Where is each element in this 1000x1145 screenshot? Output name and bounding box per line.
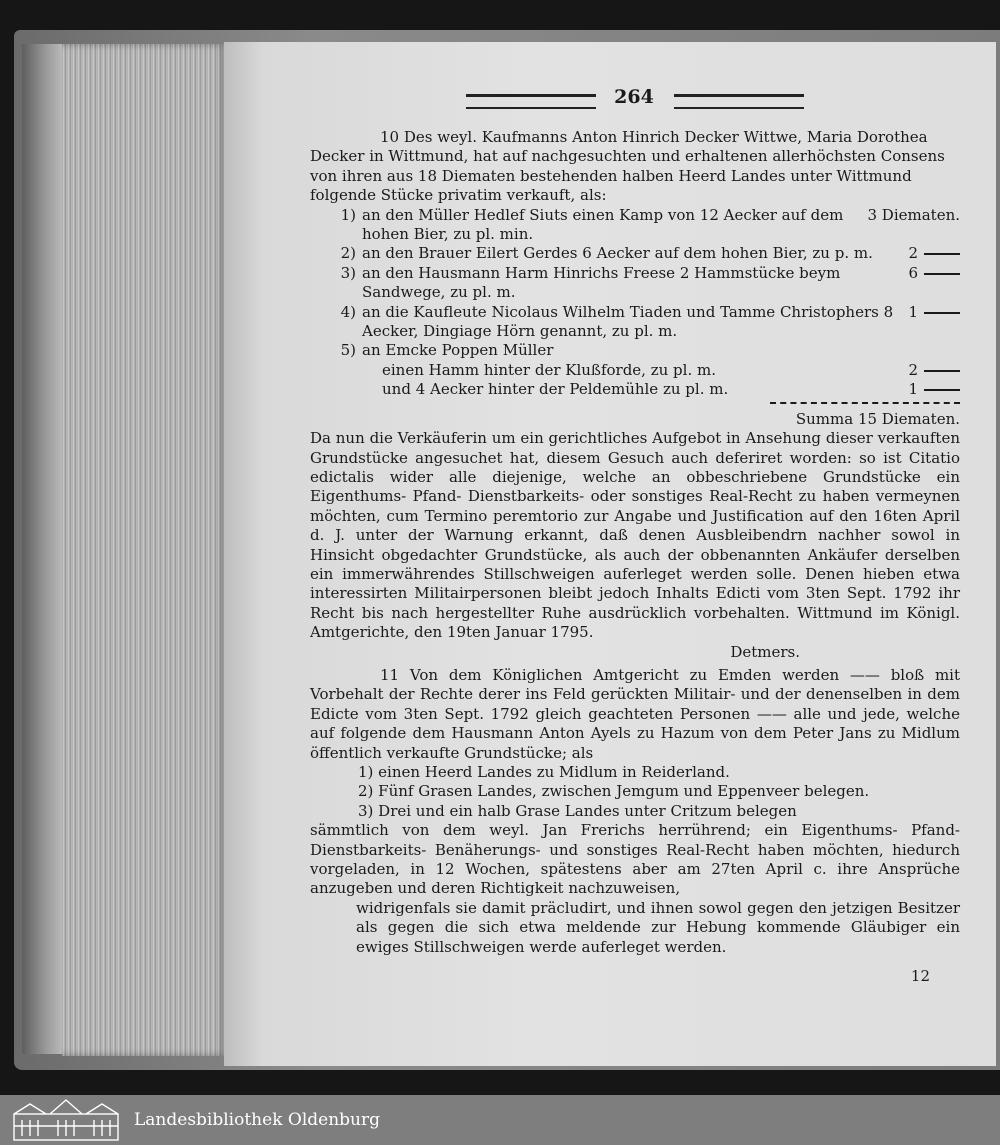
numbered-line: 2) Fünf Grasen Landes, zwischen Jemgum und Eppenveer belegen. <box>358 782 870 801</box>
paragraph-11: 11 Von dem Königlichen Amtgericht zu Emden werden —— bloß mit Vorbehalt der Rechte derer ins Feld gerückten Militair- und der denenselben in dem Edicte vom 3ten Sept. 1792 gleich geachteten Personen —— alle und jede, welche auf folgende dem Hausmann Anton Ayels zu Hazum von dem Peter Jans zu Midlum öffentlich verkaufte Grundstücke; als <box>310 665 960 762</box>
item-text: an die Kaufleute Nicolaus Wilhelm Tiaden und Tamme Christophers 8 Aecker, Dingiage Hörn genannt, zu pl. m. <box>362 302 894 341</box>
subitem-text: einen Hamm hinter der Klußforde, zu pl. m. <box>382 360 716 379</box>
item-amount: 6 <box>908 263 918 282</box>
page-block-edge <box>62 44 228 1056</box>
paragraph-citation: Da nun die Verkäuferin um ein gerichtliches Aufgebot in Ansehung dieser verkauften Grundstücke angesuchet hat, diesem Gesuch auch deferiret worden: so ist Citatio edictalis wider alle diejenige, welche an obbeschriebene Grundstücke ein Eigenthums- Pfand- Dienstbarkeits- oder sonstiges Real-Recht zu haben vermeynen möchten, cum Termino peremtorio zur Angabe und Justification auf den 16ten April d. J. unter der Warnung erkannt, daß denen Ausbleibendrn nachher sowol in Hinsicht obgedachter Grundstücke, als auch der obbenannten Ankäufer derselben ein immerwährendes Stillschweigen auferleget werden solle. Denen hieben etwa interessirten Militairpersonen bleibt jedoch Inhalts Edicti vom 3ten Sept. 1792 ihr Recht bis nach hergestellter Ruhe ausdrücklich vorbehalten. Wittmund im Königl. Amtgerichte, den 19ten Januar 1795. <box>310 429 960 642</box>
paragraph-indented: widrigenfals sie damit präcludirt, und ihnen sowol gegen den jetzigen Besitzer als gegen die sich etwa meldende zur Hebung kommende Gläubiger ein ewiges Stillschweigen werde auferleget werden. <box>356 898 960 956</box>
book-board-edge <box>22 44 62 1054</box>
item-amount: 2 <box>908 244 918 263</box>
catchword: 12 <box>910 967 930 986</box>
item-amount: 1 <box>908 302 918 321</box>
page-number: 264 <box>614 86 654 108</box>
list-subitem <box>310 380 960 399</box>
paragraph-10: 10 Des weyl. Kaufmanns Anton Hinrich Decker Wittwe, Maria Dorothea Decker in Wittmund, hat auf nachgesuchten und erhaltenen allerhöchsten Consens von ihren aus 18 Diematen bestehenden halben Heerd Landes unter Wittmund folgende Stücke privatim verkauft, als: <box>310 128 945 205</box>
item-text: an den Brauer Eilert Gerdes 6 Aecker auf dem hohen Bier, zu p. m. <box>362 244 873 263</box>
list-item <box>310 264 960 303</box>
sum-line: Summa 15 Diematen. <box>795 409 960 428</box>
list-item <box>310 303 960 342</box>
header-rule-left <box>466 94 596 109</box>
ditto-dash <box>924 273 960 275</box>
item-text: an den Müller Hedlef Siuts einen Kamp von 12 Aecker auf dem hohen Bier, zu pl. min. <box>362 205 844 244</box>
item-amount: 3 Diematen. <box>867 205 960 224</box>
ditto-dash <box>924 253 960 255</box>
numbered-line: 3) Drei und ein halb Grase Landes unter Critzum belegen <box>358 801 797 820</box>
item-label: 5) <box>340 341 356 360</box>
item-label: 2) <box>340 244 356 263</box>
page-text <box>310 128 960 986</box>
item-label: 4) <box>340 302 356 321</box>
list-item <box>310 244 960 263</box>
ditto-dash <box>924 312 960 314</box>
list-item <box>310 341 960 360</box>
numbered-line: 1) einen Heerd Landes zu Midlum in Reiderland. <box>358 763 730 781</box>
item-text: an Emcke Poppen Müller <box>362 341 554 360</box>
item-label: 1) <box>340 205 356 224</box>
list-subitem <box>310 361 960 380</box>
ditto-dash <box>924 370 960 372</box>
subitem-text: und 4 Aecker hinter der Peldemühle zu pl. m. <box>382 380 729 399</box>
ditto-dash <box>924 389 960 391</box>
library-building-icon <box>10 1098 122 1142</box>
item-text: an den Hausmann Harm Hinrichs Freese 2 Hammstücke beym Sandwege, zu pl. m. <box>362 263 841 302</box>
header-rule-right <box>674 94 804 109</box>
item-label: 3) <box>340 263 356 282</box>
sum-rule <box>770 402 960 408</box>
signature: Detmers. <box>730 642 800 661</box>
paragraph-continuation: sämmtlich von dem weyl. Jan Frerichs herrührend; ein Eigenthums- Pfand- Dienstbarkeits- Benäherungs- und sonstiges Real-Recht haben möchten, hiedurch vorgeladen, in 12 Wochen, spätestens aber am 27ten April c. ihre Ansprüche anzugeben und deren Richtigkeit nachzuweisen, <box>310 821 960 898</box>
footer-bar <box>0 1095 1000 1145</box>
library-name: Landesbibliothek Oldenburg <box>134 1110 381 1130</box>
subitem-amount: 2 <box>908 360 918 379</box>
list-item <box>310 206 960 245</box>
subitem-amount: 1 <box>908 380 918 399</box>
